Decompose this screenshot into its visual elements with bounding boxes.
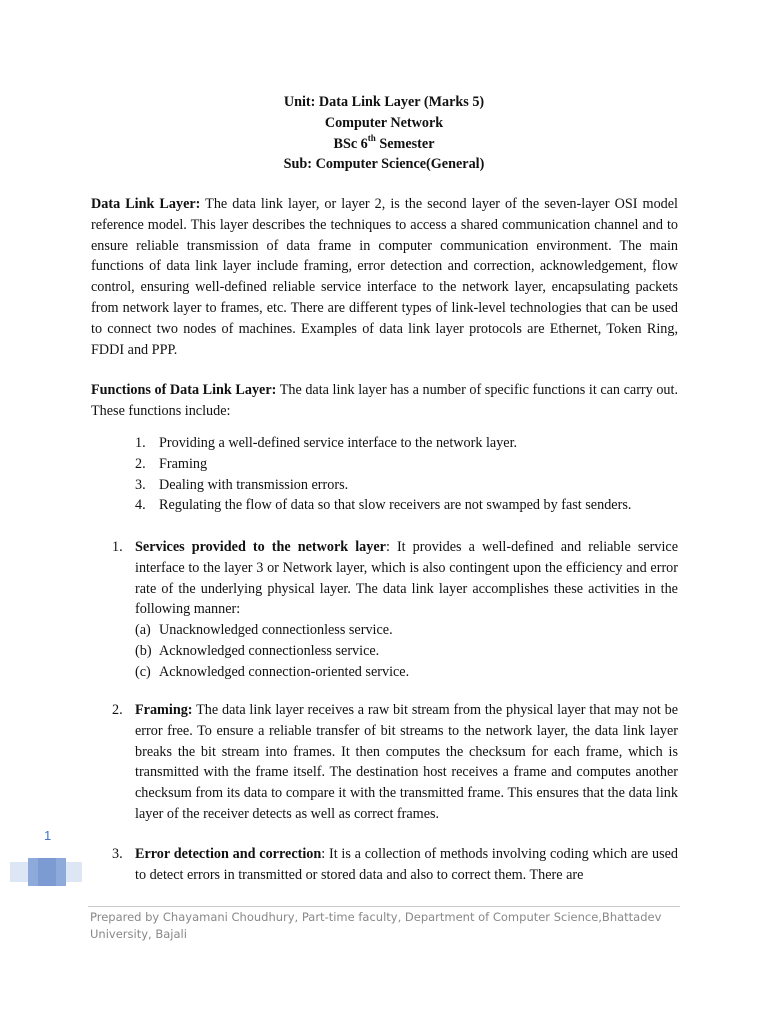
intro-text: The data link layer, or layer 2, is the second layer of the seven-layer OSI model reference model. This layer describes the techniques to access a shared communication channel and to ensure reliable transmission of data frame in computer communication environment. The main functions of data link layer include framing, error detection and correction, acknowledgement, flow control, ensuring well-defined reliable service interface to the network layer, encapsulating packets from network layer to frames, etc. There are different types of link-level technologies that can be used to connect two nodes of machines. Examples of data link layer protocols are Ethernet, Token Ring, FDDI and PPP. <box>91 196 678 358</box>
functions-text: The data link layer has a number of specific functions it can carry out. These functions include: <box>91 382 679 419</box>
intro-paragraph <box>91 194 678 360</box>
section-number: 2. <box>112 702 123 718</box>
functions-list <box>135 433 695 516</box>
section-term: Error detection and correction <box>135 846 322 862</box>
list-item: 1. Providing a well-defined service interface to the network layer. <box>135 435 518 451</box>
document-header <box>0 92 768 175</box>
section-term: Services provided to the network layer <box>135 539 386 555</box>
section-number: 3. <box>112 846 123 862</box>
page-tab-decoration <box>10 858 82 886</box>
footer-text: Prepared by Chayamani Choudhury, Part-time faculty, Department of Computer Science,Bhattadev University, Bajali <box>90 910 662 941</box>
section-number: 1. <box>112 539 123 555</box>
list-item: 2. Framing <box>135 455 208 472</box>
semester-line: BSc 6th Semester <box>333 132 435 152</box>
section-text: The data link layer receives a raw bit stream from the physical layer that may not be error free. To ensure a reliable transfer of bit streams to the network layer, the data link layer breaks the bit stream into frames. It then computes the checksum for each frame, which is transmitted with the frame itself. The destination host receives a frame and computes another checksum from its data to compare it with the transmitted frame. This ensures that the data link layer of the receiver detects as well as correct frames. <box>135 702 678 822</box>
functions-term: Functions of Data Link Layer: <box>91 382 277 398</box>
sub-item: (b) Acknowledged connectionless service. <box>135 642 380 659</box>
sub-item: (a) Unacknowledged connectionless service. <box>135 622 393 639</box>
subject-line: Sub: Computer Science(General) <box>283 156 485 173</box>
ordinal-superscript: th <box>367 132 376 143</box>
list-item: 3. Dealing with transmission errors. <box>135 476 349 493</box>
section-services <box>112 537 678 683</box>
list-item: 4. Regulating the flow of data so that slow receivers are not swamped by fast senders. <box>135 497 632 514</box>
section-text: : It is a collection of methods involving coding which are used to detect errors in transmitted or stored data and also to correct them. There are <box>135 846 678 883</box>
section-error-detection <box>112 844 678 886</box>
page-number: 1 <box>44 828 52 843</box>
section-framing <box>112 700 678 825</box>
intro-term: Data Link Layer: <box>91 196 201 212</box>
footer-divider <box>88 906 680 907</box>
section-text: : It provides a well-defined and reliable service interface to the layer 3 or Network layer, which is also contingent upon the efficiency and error rate of the underlying physical layer. The data link layer accomplishes these activities in the following manner: <box>135 539 678 618</box>
functions-paragraph <box>91 380 678 422</box>
section-term: Framing: <box>135 702 193 718</box>
unit-title: Unit: Data Link Layer (Marks 5) <box>283 94 485 110</box>
sub-item: (c) Acknowledged connection-oriented service. <box>135 663 410 680</box>
course-title: Computer Network <box>324 114 444 131</box>
